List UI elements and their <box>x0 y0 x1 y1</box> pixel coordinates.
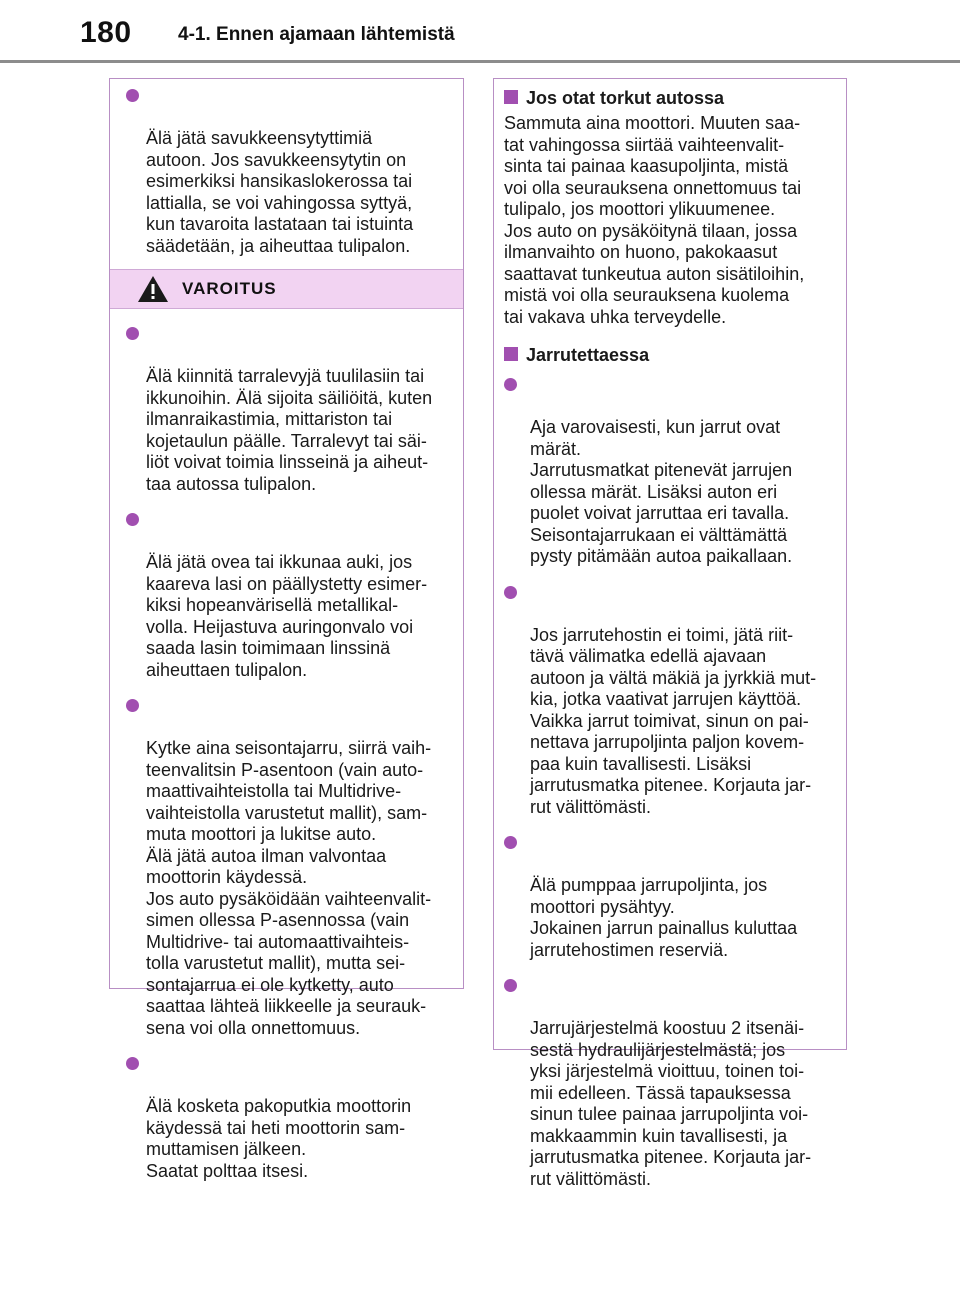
list-item-text: Kytke aina seisontajarru, siirrä vaih- teenvalitsin P-asentoon (vain auto- maattivaihteistolla tai Multidrive- vaihteistolla varustetut mallit), sam- muta moottori ja lukitse auto. Älä jätä autoa ilman valvontaa moottorin käydessä. Jos auto pysäköidään vaihteenvalit- simen ollessa P-asennossa (vain Multidrive- tai automaattivaihteis- tolla varustetut mallit), mutta sei- sontajarrua ei ole kytketty, auto saattaa lähteä liikkeelle ja seurauk- sena voi olla onnettomuus. <box>146 738 432 1038</box>
section-title: 4-1. Ennen ajamaan lähtemistä <box>178 24 455 45</box>
right-info-box <box>493 78 847 1189</box>
bullet-dot-icon <box>126 699 139 712</box>
warning-header <box>110 269 463 309</box>
list-item <box>504 975 836 1190</box>
warning-section <box>110 309 463 1182</box>
section-square-icon <box>504 90 518 104</box>
bullet-dot-icon <box>126 89 139 102</box>
list-item-text: Älä jätä ovea tai ikkunaa auki, jos kaareva lasi on päällystetty esimer- kiksi hopeanvärisellä metallikal- volla. Heijastuva auringonvalo voi saada lasin toimimaan linssinä aiheuttaen tulipalon. <box>146 552 428 680</box>
header-divider <box>0 60 960 63</box>
left-top-list <box>120 85 453 257</box>
list-item-text: Älä pumppaa jarrupoljinta, jos moottori pysähtyy. Jokainen jarrun painallus kuluttaa jarrutehostimen reserviä. <box>530 875 798 960</box>
section-heading <box>504 87 836 109</box>
left-info-box <box>109 78 464 1181</box>
list-item <box>120 85 453 257</box>
list-item <box>120 1053 453 1182</box>
warning-triangle-icon <box>136 274 170 309</box>
bullet-dot-icon <box>126 1057 139 1070</box>
bullet-dot-icon <box>504 586 517 599</box>
section-heading <box>504 344 836 366</box>
section-heading-text: Jarrutettaessa <box>526 345 650 365</box>
bullet-dot-icon <box>504 378 517 391</box>
warning-list <box>120 323 453 1182</box>
page-number: 180 <box>80 16 132 49</box>
right-content <box>494 79 846 1190</box>
section-square-icon <box>504 347 518 361</box>
braking-list <box>504 374 836 1190</box>
list-item <box>504 374 836 568</box>
bullet-dot-icon <box>504 979 517 992</box>
section-heading-text: Jos otat torkut autossa <box>526 88 725 108</box>
bullet-dot-icon <box>126 327 139 340</box>
page-header <box>0 0 960 62</box>
left-top-section <box>110 79 463 269</box>
list-item-text: Älä kiinnitä tarralevyjä tuulilasiin tai ikkunoihin. Älä sijoita säiliöitä, kuten ilmanraikastimia, mittariston tai kojetaulun päälle. Tarralevyt tai säi- liöt voivat toimia linsseinä ja aiheut- taa autossa tulipalon. <box>146 366 433 494</box>
bullet-dot-icon <box>126 513 139 526</box>
list-item-text: Älä kosketa pakoputkia moottorin käydessä tai heti moottorin sam- muttamisen jälkeen. Saatat polttaa itsesi. <box>146 1096 412 1181</box>
list-item <box>120 323 453 495</box>
list-item <box>504 582 836 819</box>
list-item-text: Älä jätä savukkeensytyttimiä autoon. Jos savukkeensytytin on esimerkiksi hansikaslokerossa tai lattialla, se voi vahingossa syttyä, kun tavaroita lastataan tai istuinta säädetään, ja aiheuttaa tulipalon. <box>146 128 414 256</box>
list-item <box>504 832 836 961</box>
section-paragraph: Sammuta aina moottori. Muuten saa- tat vahingossa siirtää vaihteenvalit- sinta tai painaa kaasupoljinta, mistä voi olla seurauksena onnettomuus tai tulipalo, jos moottori ylikuumenee. Jos auto on pysäköitynä tilaan, jossa ilmanvaihto on huono, pakokaasut saattavat tunkeutua auton sisätiloihin, mistä voi olla seurauksena kuolema tai vakava uhka terveydelle. <box>504 113 805 327</box>
list-item-text: Jos jarrutehostin ei toimi, jätä riit- tävä välimatka edellä ajavaan autoon ja vältä mäkiä ja jyrkkiä mut- kia, jotka vaativat jarrujen käyttöä. Vaikka jarrut toimivat, sinun on pai- nettava jarrupoljinta paljon kovem- paa kuin tavallisesti. Lisäksi jarrutusmatka pitenee. Korjauta jar- rut välittömästi. <box>530 624 817 817</box>
bullet-dot-icon <box>504 836 517 849</box>
list-item-text: Jarrujärjestelmä koostuu 2 itsenäi- sestä hydraulijärjestelmästä; jos yksi järjestelmä vioittuu, toinen toi- mii edelleen. Tässä tapauksessa sinun tulee painaa jarrupoljinta voi- makkaammin kuin tavallisesti, ja jarrutusmatka pitenee. Korjauta jar- rut välittömästi. <box>530 1018 812 1189</box>
list-item <box>120 509 453 681</box>
list-item <box>120 695 453 1039</box>
warning-label: VAROITUS <box>182 279 277 298</box>
list-item-text: Aja varovaisesti, kun jarrut ovat märät. Jarrutusmatkat pitenevät jarrujen ollessa märät. Lisäksi auton eri puolet voivat jarruttaa eri tavalla. Seisontajarrukaan ei välttämättä pysty pitämään autoa paikallaan. <box>530 417 793 566</box>
